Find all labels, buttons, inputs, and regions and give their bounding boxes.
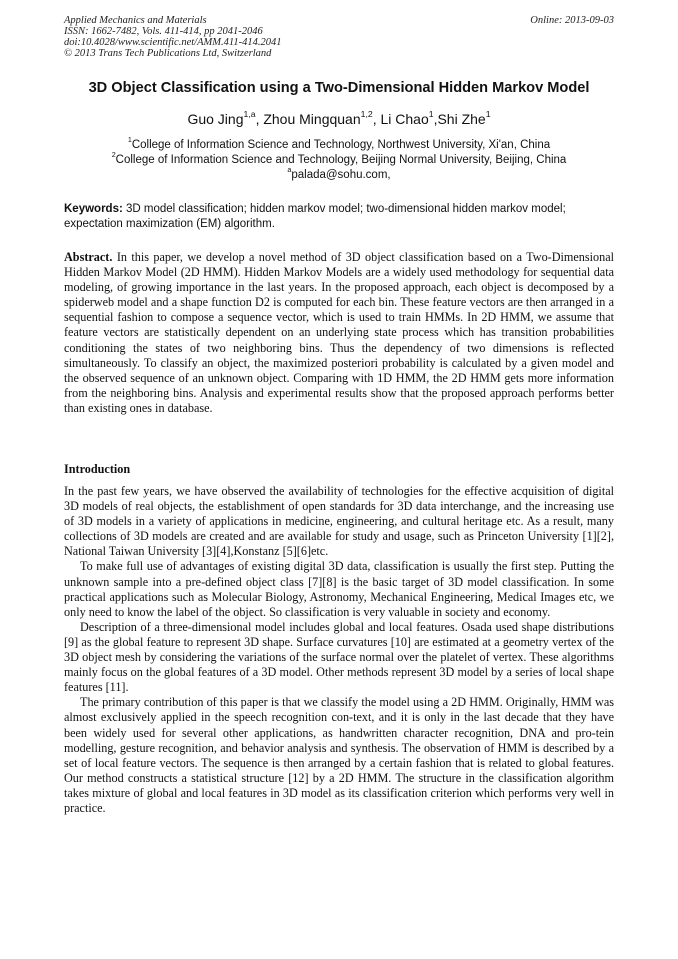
journal-header [64,15,281,59]
author-superscript: 1 [428,108,434,119]
online-date: Online: 2013-09-03 [530,15,614,26]
keywords-text: 3D model classification; hidden markov model; two-dimensional hidden markov model; expectation maximization (EM) algorithm. [64,203,566,230]
author-name: Guo Jing [187,111,244,127]
author-name: Shi Zhe [437,111,486,127]
keywords-block [64,202,614,232]
doi-line[interactable]: doi:10.4028/www.scientific.net/AMM.411-414.2041 [64,37,282,48]
email-superscript: a [287,165,292,174]
section-heading-introduction: Introduction [64,462,131,476]
affiliation-superscript: 2 [111,150,116,159]
author-email [40,165,638,182]
author-name: Zhou Mingquan [263,111,361,127]
paper-title: 3D Object Classification using a Two-Dimensional Hidden Markov Model [88,80,590,96]
abstract-label: Abstract. [64,250,113,264]
journal-name: Applied Mechanics and Materials [64,15,207,26]
affiliation-superscript: 1 [127,135,132,144]
author-superscript: 1,2 [360,108,373,119]
abstract-text: In this paper, we develop a novel method of 3D object classification based on a Two-Dimensional Hidden Markov Model (2D HMM). Hidden Markov Models are a widely used methodology for sequential data modeling, of growing importance in the last years. In the proposed approach, each object is decomposed by a spiderweb model and a shape function D2 is computed for each bin. These feature vectors are then arranged in a sequential fashion to compose a sequence vector, which is used to train HMMs. In 2D HMM, we assume that feature vectors are statistically dependent on an underlying state process which has transition probabilities conditioning the states of two neighboring bins. Thus the dependency of two dimensions is reflected simultaneously. To classify an object, the maximized posteriori probability is calculated by a given model and the observed sequence of an unknown object. Comparing with 1D HMM, the 2D HMM gets more information from the neighboring bins. Analysis and experimental results show that the proposed approach performs better than existing ones in database. [64,250,614,415]
email-text[interactable]: palada@sohu.com, [291,169,391,181]
copyright-line: © 2013 Trans Tech Publications Ltd, Switzerland [64,48,272,59]
affiliation-text: College of Information Science and Technology, Beijing Normal University, Beijing, China [115,154,567,166]
affiliation-1 [40,135,638,152]
abstract-block [64,250,614,416]
author-superscript: 1,a [243,108,256,119]
issn-line: ISSN: 1662-7482, Vols. 411-414, pp 2041-2046 [64,26,263,37]
introduction-body [64,484,614,816]
paragraph: In the past few years, we have observed the availability of technologies for the effective acquisition of digital 3D models of real objects, the establishment of open standards for 3D data interchange, and the increasing use of 3D models in a variety of applications in medicine, engineering, and cultural heritage etc. As a result, many collections of 3D models are created and are available for study and usage, such as Princeton University [1][2], National Taiwan University [3][4],Konstanz [5][6]etc. [64,484,614,559]
author-name: Li Chao [380,111,429,127]
affiliation-2 [40,150,638,167]
paragraph: The primary contribution of this paper is that we classify the model using a 2D HMM. Originally, HMM was almost exclusively applied in the speech recognition con-text, and it is only in the last decade that they have been widely used for several other applications, as handwritten character recognition, DNA and pro-tein modelling, gesture recognition, and behavior analysis and synthesis. The observation of HMM is described by a set of local feature vectors. The sequence is then arranged by a certain fashion that is related to global features. Our method constructs a statistical structure [12] by a 2D HMM. The structure in the classification algorithm takes mixture of global and local features in 3D model as its classification criterion which performs very well in practice. [64,695,614,815]
paragraph: Description of a three-dimensional model includes global and local features. Osada used shape distributions [9] as the global feature to represent 3D shape. Surface curvatures [10] are estimated at a geometry vertex of the 3D object mesh by considering the variations of the surface normal over the platelet of vertex. These algorithms mainly focus on the global features of a 3D model. Other methods represent 3D model by a series of local shape features [11]. [64,619,614,695]
keywords-label: Keywords: [64,203,123,215]
paragraph: To make full use of advantages of existing digital 3D data, classification is usually the first step. Putting the unknown sample into a pre-defined object class [7][8] is the basic target of 3D model classification. In some practical applications such as Molecular Biology, Astronomy, Mechanical Engineering, Medical Images etc, we only need to know the label of the object. So classification is very valuable in society and economy. [64,559,614,619]
author-list: Guo Jing$^{1,a}$, Zhou Mingquan$^{1,2}$, Li Chao$^1$,Shi Zhe$^1$ [187,108,491,127]
affiliation-text: College of Information Science and Technology, Northwest University, Xi'an, China [131,139,551,151]
author-superscript: 1 [485,108,491,119]
